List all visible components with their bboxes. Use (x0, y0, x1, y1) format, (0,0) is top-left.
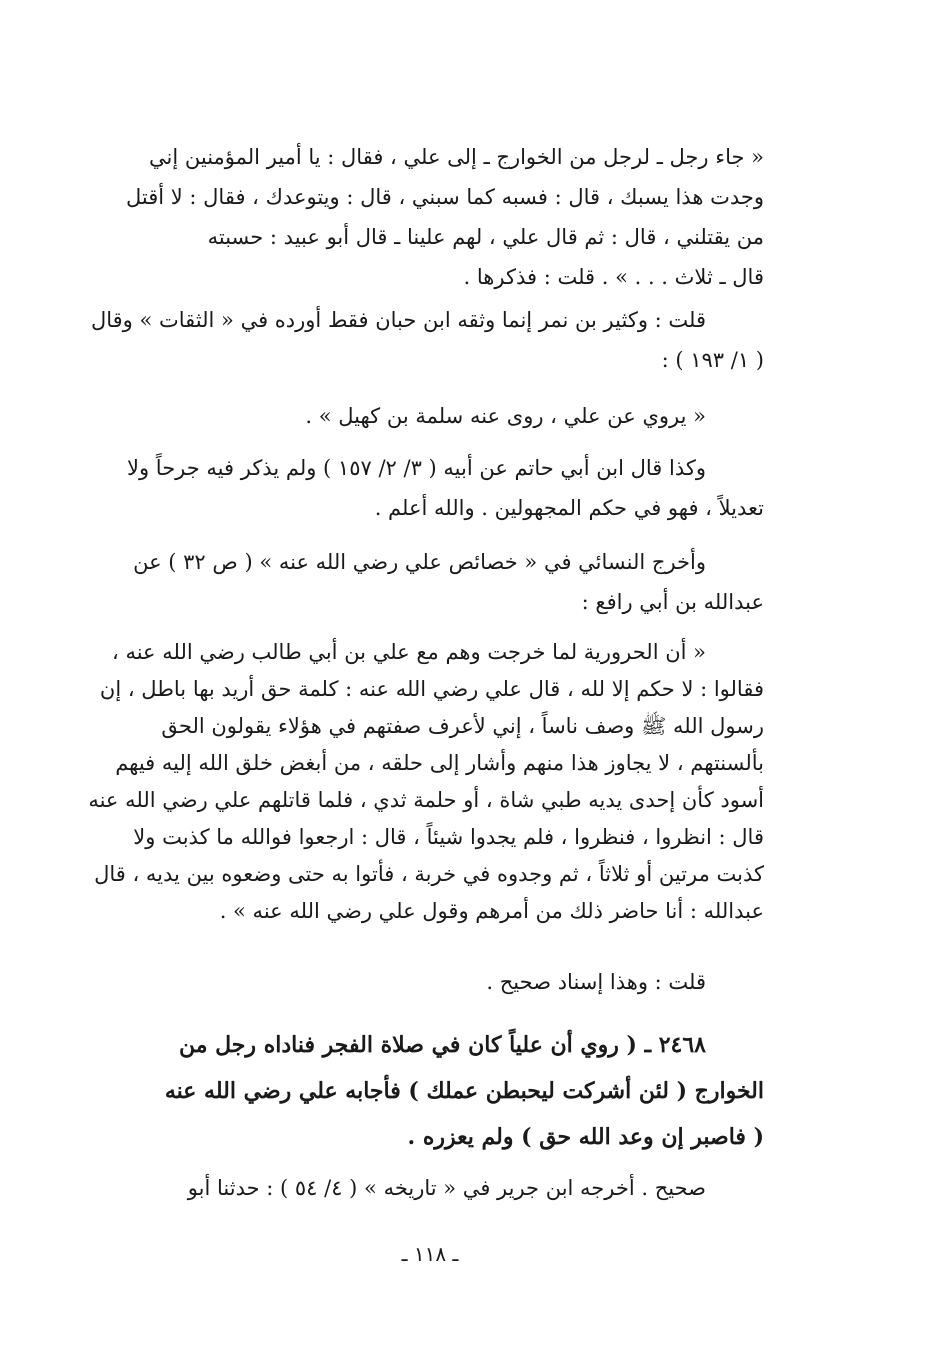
text-line: عبدالله : أنا حاضر ذلك من أمرهم وقول علي رضي الله عنه » . (219, 899, 764, 923)
text-line: من يقتلني ، قال : ثم قال علي ، لهم علينا ـ قال أبو عبيد : حسبته (207, 225, 764, 249)
text-line: قال ـ ثلاث . . . » . قلت : فذكرها . (463, 265, 764, 289)
paragraph-narration (86, 396, 764, 436)
text-line: ٢٤٦٨ ـ ( روي أن علياً كان في صلاة الفجر فناداه رجل من (178, 1032, 706, 1058)
text-line: وجدت هذا يسبك ، قال : فسبه كما سبني ، قال : ويتوعدك ، فقال : لا أقتل (125, 185, 764, 209)
paragraph-ibn-abi-hatim (86, 448, 764, 528)
text-line: « جاء رجل ـ لرجل من الخوارج ـ إلى علي ، فقال : يا أمير المؤمنين إني (149, 145, 764, 169)
text-line: الخوارج ( لئن أشركت ليحبطن عملك ) فأجابه علي رضي الله عنه (164, 1078, 764, 1104)
hadith-2468-heading (86, 1022, 764, 1160)
text-line: ( فاصبر إن وعد الله حق ) ولم يعزره . (407, 1124, 764, 1150)
text-line: « يروي عن علي ، روى عنه سلمة بن كهيل » . (305, 404, 706, 428)
text-line: فقالوا : لا حكم إلا لله ، قال علي رضي الله عنه : كلمة حق أريد بها باطل ، إن (99, 677, 764, 701)
text-line: أسود كأن إحدى يديه طبي شاة ، أو حلمة ثدي ، فلما قاتلهم علي رضي الله عنه (88, 788, 764, 812)
text-line: ( ١/ ١٩٣ ) : (661, 348, 764, 372)
text-line: تعديلاً ، فهو في حكم المجهولين . والله أعلم . (374, 496, 764, 520)
paragraph-kathir-ibn-namir (86, 300, 764, 380)
paragraph-quote-khawarij (86, 137, 764, 297)
text-line: رسول الله ﷺ وصف ناساً ، إني لأعرف صفتهم في هؤلاء يقولون الحق (161, 714, 764, 738)
page-number: ـ ١١٨ ـ (401, 1242, 459, 1266)
text-line: قال : انظروا ، فنظروا ، فلم يجدوا شيئاً ، قال : ارجعوا فوالله ما كذبت ولا (133, 825, 764, 849)
text-line: قلت : وهذا إسناد صحيح . (486, 970, 706, 994)
text-line: عبدالله بن أبي رافع : (581, 590, 764, 614)
text-line: كذبت مرتين أو ثلاثاً ، ثم وجدوه في خربة ، فأتوا به حتى وضعوه بين يديه ، قال (94, 862, 764, 886)
paragraph-isnad-sahih (86, 962, 764, 1002)
text-line: « أن الحرورية لما خرجت وهم مع علي بن أبي طالب رضي الله عنه ، (112, 640, 706, 664)
paragraph-ibn-jarir (86, 1168, 764, 1208)
paragraph-haruriyya-hadith (86, 634, 764, 930)
text-line: بألسنتهم ، لا يجاوز هذا منهم وأشار إلى حلقه ، من أبغض خلق الله إليه فيهم (115, 751, 764, 775)
text-line: وكذا قال ابن أبي حاتم عن أبيه ( ٣/ ٢/ ١٥٧ ) ولم يذكر فيه جرحاً ولا (127, 456, 706, 480)
text-line: وأخرج النسائي في « خصائص علي رضي الله عنه » ( ص ٣٢ ) عن (133, 550, 706, 574)
text-line: صحيح . أخرجه ابن جرير في « تاريخه » ( ٤/ ٥٤ ) : حدثنا أبو (187, 1176, 706, 1200)
paragraph-nasai-khasais (86, 542, 764, 622)
text-line: قلت : وكثير بن نمر إنما وثقه ابن حبان فقط أورده في « الثقات » وقال (90, 308, 706, 332)
